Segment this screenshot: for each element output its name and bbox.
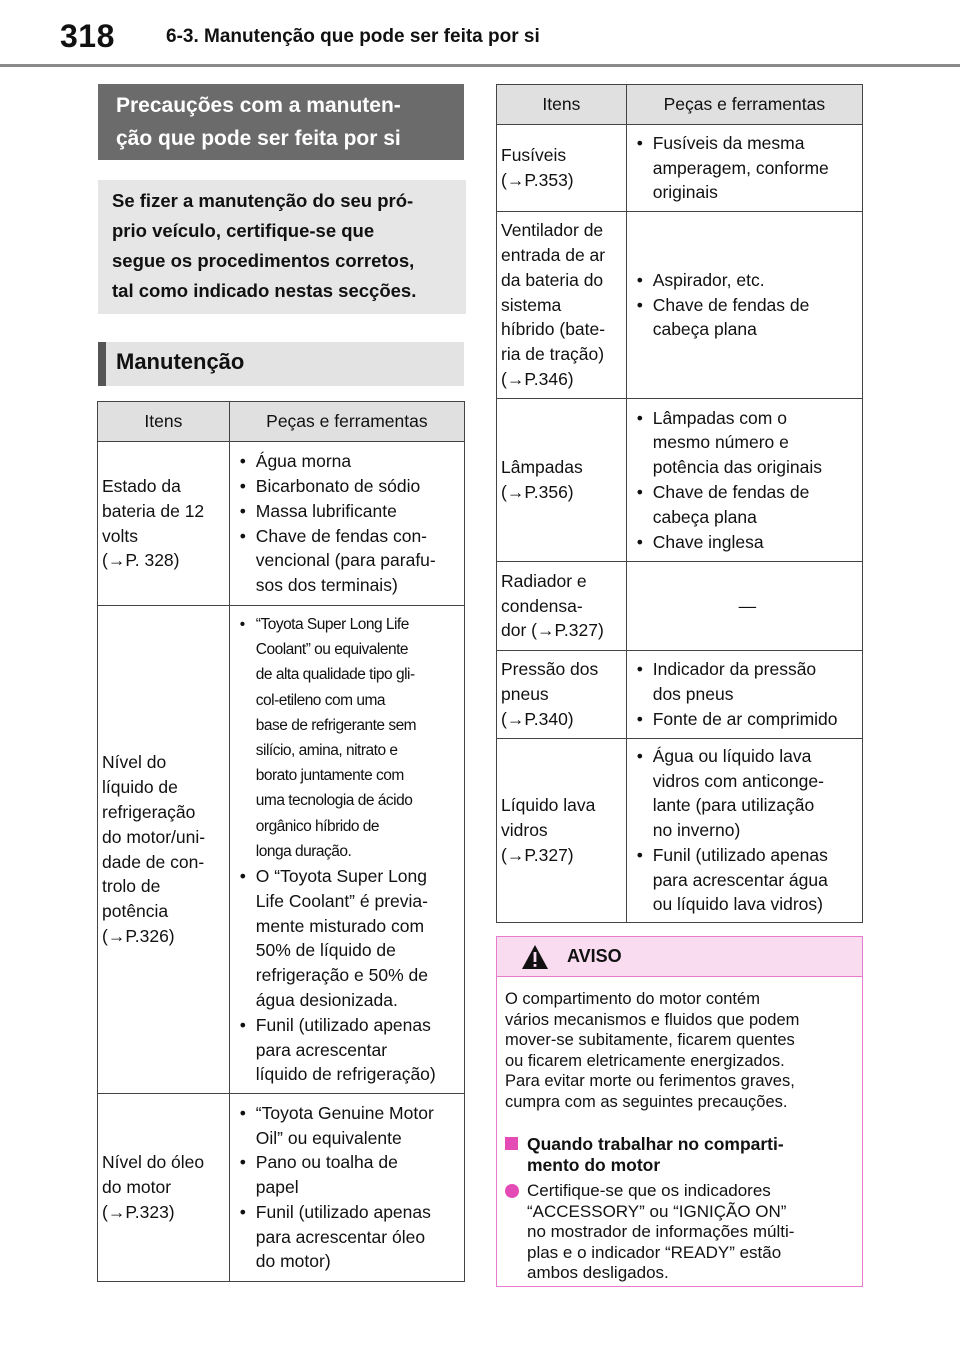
page-reference: (→P.323): [102, 1201, 175, 1222]
item-line: condensa-: [501, 595, 583, 616]
page-reference: (→P.356): [501, 482, 574, 502]
parts-cell: [626, 562, 862, 651]
table-row: [497, 125, 863, 212]
maintenance-table-left: [97, 401, 465, 1282]
table-row: [98, 606, 465, 1094]
warning-header: [497, 937, 862, 977]
intro-line: tal como indicado nestas secções.: [112, 280, 417, 301]
warning-triangle-icon: [521, 944, 549, 970]
item-line: trolo de: [102, 876, 161, 897]
precautions-heading-line: Precauções com a manuten-: [116, 94, 401, 117]
parts-item: • Chave inglesa: [637, 530, 858, 555]
item-line: pneus: [501, 684, 549, 705]
column-header-items: Itens: [497, 85, 627, 125]
item-cell: [497, 739, 627, 923]
item-cell: [497, 125, 627, 212]
table-row: [497, 212, 863, 399]
item-line: bateria de 12: [102, 500, 205, 521]
page-reference: (→P.346): [501, 368, 574, 389]
parts-cell: [626, 125, 862, 212]
header-rule: [0, 64, 960, 67]
item-line: potência: [102, 901, 169, 922]
item-line: híbrido (bate-: [501, 319, 606, 340]
parts-cell: [626, 739, 862, 923]
item-line: entrada de ar: [501, 245, 606, 265]
parts-item: • Funil (utilizado apenas para acrescentar água ou líquido lava vidros): [637, 843, 858, 917]
table-row: [98, 442, 465, 606]
table-row: [497, 399, 863, 562]
column-header-parts: Peças e ferramentas: [229, 402, 464, 442]
page-reference: dor (→P.327): [501, 620, 604, 641]
item-line: dade de con-: [102, 851, 205, 872]
item-cell: [497, 651, 627, 739]
parts-item: • Fusíveis da mesma amperagem, conforme originais: [637, 131, 858, 205]
item-line: Nível do óleo: [102, 1152, 205, 1173]
parts-cell: [229, 1094, 464, 1282]
column-header-items: Itens: [98, 402, 230, 442]
item-line: Lâmpadas: [501, 457, 583, 478]
item-cell: [497, 562, 627, 651]
item-line: refrigeração: [102, 801, 196, 822]
parts-item: • Indicador da pressão dos pneus: [637, 657, 858, 707]
warning-box: [496, 936, 863, 1287]
parts-item: • Funil (utilizado apenas para acrescentar óleo do motor): [240, 1200, 460, 1274]
warning-subheading: Quando trabalhar no comparti- mento do motor: [505, 1134, 852, 1175]
column-header-parts: Peças e ferramentas: [626, 85, 862, 125]
intro-line: prio veículo, certifique-se que: [112, 220, 375, 241]
page-reference: (→P.353): [501, 170, 574, 190]
warning-title: AVISO: [567, 946, 622, 966]
parts-item: • Água ou líquido lava vidros com anticonge- lante (para utilização no inverno): [637, 744, 858, 843]
table-row: [497, 562, 863, 651]
warning-body: [497, 977, 862, 1284]
item-cell: [98, 442, 230, 606]
intro-line: Se fizer a manutenção do seu pró-: [112, 190, 414, 211]
item-line: Fusíveis: [501, 145, 567, 166]
parts-item: • Água morna: [240, 449, 460, 474]
item-line: Pressão dos: [501, 659, 599, 680]
item-line: Nível do: [102, 752, 167, 773]
item-line: da bateria do: [501, 269, 604, 290]
precautions-intro: [98, 180, 466, 314]
page-number: 318: [60, 18, 115, 54]
page-reference: (→P. 328): [102, 550, 180, 571]
parts-item: • Lâmpadas com o mesmo número e potência das originais: [637, 406, 858, 480]
maintenance-heading: Manutenção: [98, 342, 464, 386]
parts-item: • Massa lubrificante: [240, 499, 460, 524]
page-header: [0, 0, 960, 66]
page-reference: (→P.340): [501, 708, 574, 729]
warning-text: O compartimento do motor contém vários mecanismos e fluidos que podem mover-se subitamente, ficarem quentes ou ficarem eletricamente energizados. Para evitar morte ou ferimentos graves, cumpra com as seguintes precauções.: [505, 990, 800, 1111]
parts-item: • “Toyota Super Long Life Coolant” ou equivalente de alta qualidade tipo gli- col-etileno com uma base de refrigerante sem silício, amina, nitrato e borato juntamente com uma tecnologia de ácido orgânico híbrido de longa duração.: [240, 612, 460, 864]
parts-cell: [626, 651, 862, 739]
item-line: Líquido lava: [501, 795, 596, 816]
parts-item: • Funil (utilizado apenas para acrescentar líquido de refrigeração): [240, 1013, 460, 1087]
empty-dash: —: [738, 595, 757, 616]
table-row: [98, 1094, 465, 1282]
item-line: volts: [102, 525, 138, 546]
item-cell: [497, 212, 627, 399]
parts-item: • Fonte de ar comprimido: [637, 707, 858, 732]
page-reference: (→P.327): [501, 844, 574, 865]
square-bullet-icon: [505, 1137, 518, 1150]
table-header-row: [98, 402, 465, 442]
item-line: do motor: [102, 1177, 172, 1198]
precautions-heading: [98, 84, 464, 160]
parts-cell: [626, 399, 862, 562]
item-line: Ventilador de: [501, 220, 604, 241]
intro-line: segue os procedimentos corretos,: [112, 250, 415, 271]
item-line: sistema: [501, 294, 562, 315]
parts-item: • Chave de fendas con- vencional (para parafu- sos dos terminais): [240, 524, 460, 598]
parts-item: • Pano ou toalha de papel: [240, 1150, 460, 1200]
parts-note: • O “Toyota Super Long Life Coolant” é previa- mente misturado com 50% de líquido de refrigeração e 50% de água desionizada.: [240, 864, 460, 1013]
parts-item: • Chave de fendas de cabeça plana: [637, 480, 858, 530]
parts-item: • “Toyota Genuine Motor Oil” ou equivalente: [240, 1101, 460, 1151]
item-line: líquido de: [102, 777, 178, 798]
parts-cell: [229, 606, 464, 1094]
item-cell: [98, 606, 230, 1094]
item-cell: [497, 399, 627, 562]
maintenance-table-right: [496, 84, 863, 923]
item-cell: [98, 1094, 230, 1282]
parts-item: • Bicarbonato de sódio: [240, 474, 460, 499]
table-row: [497, 651, 863, 739]
table-header-row: [497, 85, 863, 125]
section-title: 6-3. Manutenção que pode ser feita por si: [166, 26, 540, 47]
parts-item: • Chave de fendas de cabeça plana: [637, 293, 858, 343]
precautions-heading-line: ção que pode ser feita por si: [116, 127, 401, 150]
item-line: do motor/uni-: [102, 826, 206, 847]
item-line: Estado da: [102, 475, 181, 496]
parts-item: • Aspirador, etc.: [637, 268, 858, 293]
item-line: Radiador e: [501, 570, 587, 591]
page-reference: (→P.326): [102, 925, 175, 946]
parts-cell: [626, 212, 862, 399]
parts-cell: [229, 442, 464, 606]
table-row: [497, 739, 863, 923]
warning-bullet: Certifique-se que os indicadores “ACCESSORY” ou “IGNIÇÃO ON” no mostrador de informações múlti- plas e o indicador “READY” estão ambos desligados.: [505, 1181, 852, 1284]
item-line: vidros: [501, 820, 548, 841]
item-line: ria de tração): [501, 344, 605, 365]
circle-bullet-icon: [505, 1184, 519, 1198]
